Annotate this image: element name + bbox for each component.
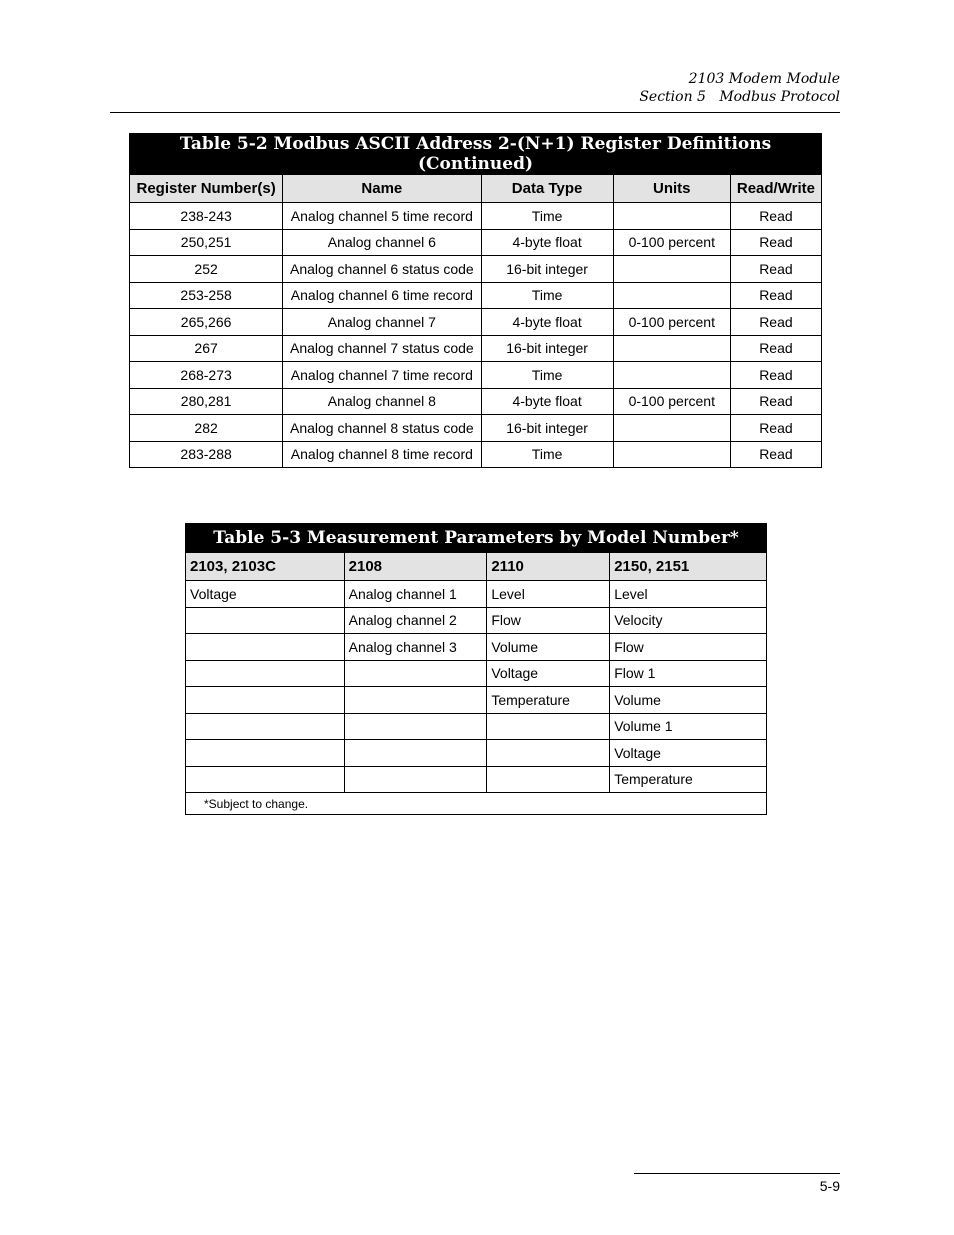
table-row: [186, 740, 767, 767]
column-header: 2108: [344, 553, 487, 581]
table-row: [186, 581, 767, 608]
table-cell: Time: [481, 203, 613, 230]
table-cell: Volume: [610, 687, 767, 714]
table-cell: [344, 660, 487, 687]
table-row: [130, 441, 822, 468]
table-cell: Read: [730, 335, 821, 362]
table-cell: Level: [610, 581, 767, 608]
table-cell: 253-258: [130, 282, 283, 309]
table-cell: [344, 713, 487, 740]
table-header-row: [130, 175, 822, 203]
table-row: [186, 660, 767, 687]
table-cell: Read: [730, 203, 821, 230]
column-header: Units: [613, 175, 730, 203]
table-cell: Analog channel 7: [283, 309, 481, 336]
table-cell: Analog channel 7 time record: [283, 362, 481, 389]
register-definitions-table: [129, 133, 822, 468]
table-cell: Volume: [487, 634, 610, 661]
header-rule: [110, 112, 840, 113]
table-cell: [186, 634, 345, 661]
table-row: [186, 687, 767, 714]
column-header: Name: [283, 175, 481, 203]
table-cell: [613, 441, 730, 468]
table-cell: Time: [481, 362, 613, 389]
table-row: [130, 309, 822, 336]
table-row: [186, 766, 767, 793]
table-title: Table 5-3 Measurement Parameters by Model Number*: [186, 524, 767, 553]
table-cell: 4-byte float: [481, 309, 613, 336]
table-cell: [487, 766, 610, 793]
table-row: [130, 388, 822, 415]
column-header: Data Type: [481, 175, 613, 203]
table-cell: 0-100 percent: [613, 388, 730, 415]
column-header: 2150, 2151: [610, 553, 767, 581]
table-cell: [613, 335, 730, 362]
table-cell: Analog channel 5 time record: [283, 203, 481, 230]
table-cell: 4-byte float: [481, 229, 613, 256]
table-cell: [344, 766, 487, 793]
table-cell: 267: [130, 335, 283, 362]
table-cell: [613, 256, 730, 283]
table-cell: [186, 713, 345, 740]
table-cell: Read: [730, 441, 821, 468]
table-cell: [613, 203, 730, 230]
column-header: 2110: [487, 553, 610, 581]
column-header: Read/Write: [730, 175, 821, 203]
table-cell: 4-byte float: [481, 388, 613, 415]
table-cell: Flow 1: [610, 660, 767, 687]
table-cell: [613, 362, 730, 389]
measurement-parameters-table: [185, 523, 767, 815]
table-cell: Voltage: [487, 660, 610, 687]
table-row: [130, 229, 822, 256]
table-row: [130, 415, 822, 442]
table-cell: 280,281: [130, 388, 283, 415]
table-cell: 238-243: [130, 203, 283, 230]
table-cell: Analog channel 3: [344, 634, 487, 661]
table-cell: Analog channel 1: [344, 581, 487, 608]
table-row: [130, 282, 822, 309]
table-cell: 0-100 percent: [613, 309, 730, 336]
section-title: Section 5 Modbus Protocol: [639, 89, 840, 105]
table-cell: Analog channel 6: [283, 229, 481, 256]
table-cell: 282: [130, 415, 283, 442]
table-cell: 16-bit integer: [481, 415, 613, 442]
table-cell: 16-bit integer: [481, 256, 613, 283]
table-row: [130, 335, 822, 362]
table-cell: 16-bit integer: [481, 335, 613, 362]
table-row: [186, 634, 767, 661]
table-cell: Voltage: [186, 581, 345, 608]
table-cell: Analog channel 2: [344, 607, 487, 634]
table-cell: [186, 740, 345, 767]
table-cell: [186, 660, 345, 687]
table-cell: [186, 607, 345, 634]
table-cell: Read: [730, 388, 821, 415]
table-cell: [613, 282, 730, 309]
table-cell: 250,251: [130, 229, 283, 256]
running-header: [639, 70, 840, 106]
table-cell: [344, 740, 487, 767]
table-cell: Voltage: [610, 740, 767, 767]
table-header-row: [186, 553, 767, 581]
table-cell: Temperature: [487, 687, 610, 714]
table-cell: Analog channel 8 status code: [283, 415, 481, 442]
table-cell: Read: [730, 256, 821, 283]
table-cell: Read: [730, 415, 821, 442]
table-cell: Read: [730, 282, 821, 309]
table-cell: Flow: [487, 607, 610, 634]
table-cell: Velocity: [610, 607, 767, 634]
table-cell: Read: [730, 362, 821, 389]
table-cell: Read: [730, 309, 821, 336]
table-cell: 252: [130, 256, 283, 283]
table-cell: Level: [487, 581, 610, 608]
table-cell: Volume 1: [610, 713, 767, 740]
table-cell: Analog channel 8 time record: [283, 441, 481, 468]
document-title: 2103 Modem Module: [688, 71, 840, 87]
table-cell: 0-100 percent: [613, 229, 730, 256]
table-cell: [344, 687, 487, 714]
table-cell: [487, 713, 610, 740]
table-row: [186, 713, 767, 740]
column-header: 2103, 2103C: [186, 553, 345, 581]
table-row: [186, 607, 767, 634]
table-cell: Time: [481, 441, 613, 468]
table-row: [130, 362, 822, 389]
table-cell: [487, 740, 610, 767]
table-cell: Analog channel 7 status code: [283, 335, 481, 362]
table-title: Table 5-2 Modbus ASCII Address 2-(N+1) Register Definitions (Continued): [130, 134, 822, 175]
table-cell: Analog channel 6 time record: [283, 282, 481, 309]
footer-rule: [634, 1173, 840, 1174]
table-cell: Flow: [610, 634, 767, 661]
table-cell: Analog channel 6 status code: [283, 256, 481, 283]
table-row: [130, 256, 822, 283]
table-cell: [186, 766, 345, 793]
table-cell: [613, 415, 730, 442]
table-cell: 283-288: [130, 441, 283, 468]
table-row: [130, 203, 822, 230]
table-cell: Temperature: [610, 766, 767, 793]
table-cell: Time: [481, 282, 613, 309]
table-cell: Read: [730, 229, 821, 256]
table-cell: 268-273: [130, 362, 283, 389]
table-cell: [186, 687, 345, 714]
page-number: 5-9: [819, 1178, 840, 1194]
column-header: Register Number(s): [130, 175, 283, 203]
table-cell: Analog channel 8: [283, 388, 481, 415]
table-footnote: *Subject to change.: [186, 793, 767, 815]
table-cell: 265,266: [130, 309, 283, 336]
